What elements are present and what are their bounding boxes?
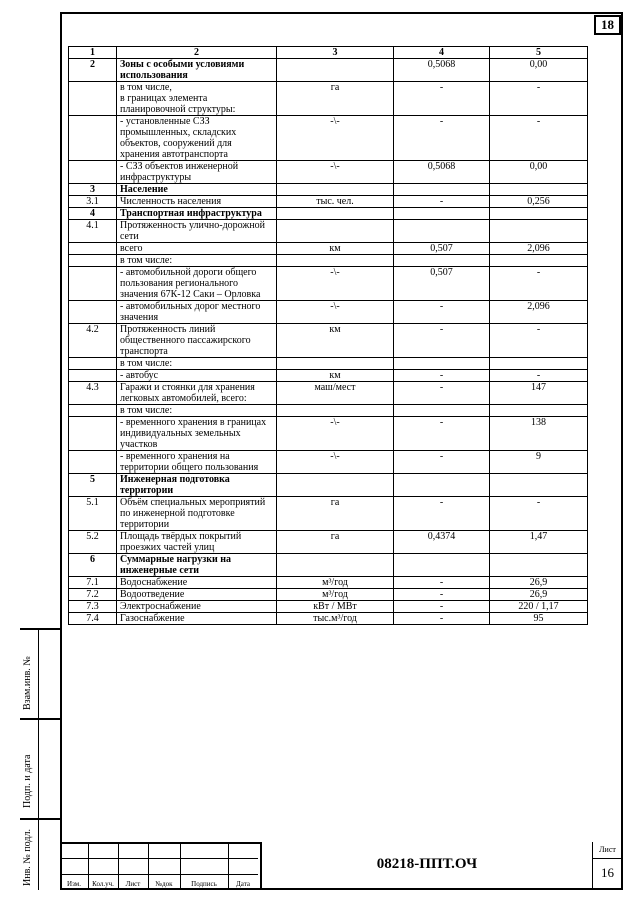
table-row [69, 577, 588, 589]
row-unit [277, 358, 394, 370]
row-name: в том числе: [117, 358, 277, 370]
row-value-existing [394, 554, 490, 577]
sheet-number: 16 [601, 865, 614, 880]
row-value-planned: 1,47 [490, 531, 588, 554]
header-cell: 2 [117, 47, 277, 59]
row-unit: га [277, 82, 394, 116]
table-row [69, 116, 588, 161]
row-unit [277, 184, 394, 196]
row-value-planned: - [490, 324, 588, 358]
side-label-original-inventory: Инв. № подл. [22, 829, 33, 886]
row-value-existing: - [394, 613, 490, 625]
row-value-existing: - [394, 370, 490, 382]
row-number [69, 417, 117, 451]
row-number [69, 405, 117, 417]
row-value-existing: - [394, 196, 490, 208]
row-unit [277, 474, 394, 497]
row-value-planned: 220 / 1,17 [490, 601, 588, 613]
row-number [69, 255, 117, 267]
row-unit: -\- [277, 451, 394, 474]
row-unit: -\- [277, 267, 394, 301]
row-number: 3 [69, 184, 117, 196]
side-stamp [20, 628, 60, 890]
row-value-existing [394, 255, 490, 267]
row-number [69, 451, 117, 474]
row-value-planned [490, 184, 588, 196]
row-value-planned: 95 [490, 613, 588, 625]
table-row [69, 451, 588, 474]
row-value-planned: - [490, 82, 588, 116]
row-unit: -\- [277, 417, 394, 451]
row-value-existing [394, 184, 490, 196]
row-value-existing: 0,4374 [394, 531, 490, 554]
table-row [69, 554, 588, 577]
row-value-planned: - [490, 116, 588, 161]
row-number [69, 243, 117, 255]
row-value-planned [490, 554, 588, 577]
table-row [69, 531, 588, 554]
table-row [69, 220, 588, 243]
stamp-label-doc: №док [155, 880, 173, 888]
row-unit: км [277, 370, 394, 382]
indicators-table [68, 46, 588, 625]
table-row [69, 370, 588, 382]
table-row [69, 59, 588, 82]
row-unit: тыс. чел. [277, 196, 394, 208]
row-value-existing: - [394, 589, 490, 601]
row-unit: -\- [277, 116, 394, 161]
row-value-existing: - [394, 116, 490, 161]
row-value-existing [394, 208, 490, 220]
row-value-planned: 2,096 [490, 243, 588, 255]
row-value-planned: 0,00 [490, 59, 588, 82]
row-name: Численность населения [117, 196, 277, 208]
table-row [69, 613, 588, 625]
row-number: 7.2 [69, 589, 117, 601]
row-unit: м³/год [277, 589, 394, 601]
row-value-existing: 0,5068 [394, 59, 490, 82]
header-cell: 4 [394, 47, 490, 59]
row-value-existing [394, 358, 490, 370]
row-unit: кВт / МВт [277, 601, 394, 613]
row-unit [277, 208, 394, 220]
row-unit: га [277, 497, 394, 531]
header-cell: 3 [277, 47, 394, 59]
stamp-label-sheet: Лист [125, 880, 141, 888]
title-block [60, 842, 623, 890]
row-number: 2 [69, 59, 117, 82]
row-name: в том числе, в границах элемента планировочной структуры: [117, 82, 277, 116]
table-row [69, 243, 588, 255]
table-header-row [69, 47, 588, 59]
stamp-label-change: Изм. [67, 880, 81, 888]
row-number: 3.1 [69, 196, 117, 208]
stamp-label-count: Кол.уч. [92, 880, 114, 888]
row-name: Электроснабжение [117, 601, 277, 613]
row-number [69, 267, 117, 301]
row-value-existing: - [394, 417, 490, 451]
row-number [69, 116, 117, 161]
row-value-existing: - [394, 382, 490, 405]
row-unit: км [277, 324, 394, 358]
row-value-planned: - [490, 370, 588, 382]
row-number: 5 [69, 474, 117, 497]
row-value-planned [490, 358, 588, 370]
row-value-planned: 0,00 [490, 161, 588, 184]
table-body [69, 59, 588, 625]
row-value-existing [394, 405, 490, 417]
row-name: - временного хранения на территории общего пользования [117, 451, 277, 474]
row-number: 7.1 [69, 577, 117, 589]
row-name: Гаражи и стоянки для хранения легковых автомобилей, всего: [117, 382, 277, 405]
row-unit [277, 554, 394, 577]
row-name: Объём специальных мероприятий по инженерной подготовке территории [117, 497, 277, 531]
stamp-label-signature: Подпись [191, 880, 217, 888]
row-name: Население [117, 184, 277, 196]
row-unit: м³/год [277, 577, 394, 589]
table-row [69, 324, 588, 358]
row-number [69, 82, 117, 116]
row-value-planned [490, 208, 588, 220]
row-name: всего [117, 243, 277, 255]
row-value-existing: - [394, 82, 490, 116]
row-name: Транспортная инфраструктура [117, 208, 277, 220]
row-name: - временного хранения в границах индивидуальных земельных участков [117, 417, 277, 451]
row-number: 7.3 [69, 601, 117, 613]
row-value-existing [394, 474, 490, 497]
row-unit [277, 255, 394, 267]
table-row [69, 82, 588, 116]
row-number [69, 358, 117, 370]
row-name: в том числе: [117, 405, 277, 417]
row-value-planned [490, 220, 588, 243]
sheet-cell [592, 842, 622, 890]
row-unit: -\- [277, 301, 394, 324]
row-unit [277, 220, 394, 243]
row-value-existing [394, 220, 490, 243]
row-name: Суммарные нагрузки на инженерные сети [117, 554, 277, 577]
document-code-cell [260, 842, 622, 890]
row-value-planned [490, 255, 588, 267]
row-value-existing: - [394, 497, 490, 531]
row-value-planned: 26,9 [490, 577, 588, 589]
row-number: 4.3 [69, 382, 117, 405]
row-value-planned: - [490, 497, 588, 531]
table-row [69, 417, 588, 451]
row-name: - автомобильных дорог местного значения [117, 301, 277, 324]
table-row [69, 161, 588, 184]
row-number: 4.1 [69, 220, 117, 243]
table-row [69, 474, 588, 497]
sheet-label: Лист [593, 842, 622, 859]
row-name: Газоснабжение [117, 613, 277, 625]
row-value-planned [490, 474, 588, 497]
row-name: Протяженность улично-дорожной сети [117, 220, 277, 243]
row-value-planned: 138 [490, 417, 588, 451]
row-number: 5.2 [69, 531, 117, 554]
table-row [69, 301, 588, 324]
row-number: 5.1 [69, 497, 117, 531]
table-row [69, 589, 588, 601]
row-number: 7.4 [69, 613, 117, 625]
row-number: 6 [69, 554, 117, 577]
row-number [69, 301, 117, 324]
row-name: Зоны с особыми условиями использования [117, 59, 277, 82]
row-value-existing: - [394, 451, 490, 474]
page-number-box: 18 [594, 15, 621, 35]
row-value-existing: 0,5068 [394, 161, 490, 184]
row-number [69, 161, 117, 184]
row-unit: тыс.м³/год [277, 613, 394, 625]
row-value-planned [490, 405, 588, 417]
table-row [69, 267, 588, 301]
row-value-existing: - [394, 577, 490, 589]
row-unit: -\- [277, 161, 394, 184]
row-value-existing: 0,507 [394, 243, 490, 255]
row-unit: км [277, 243, 394, 255]
row-name: Инженерная подготовка территории [117, 474, 277, 497]
table-row [69, 208, 588, 220]
table-row [69, 601, 588, 613]
row-value-planned: 147 [490, 382, 588, 405]
row-value-planned: 9 [490, 451, 588, 474]
table-row [69, 358, 588, 370]
row-name: - установленные СЗЗ промышленных, складских объектов, сооружений для хранения автотранспорта [117, 116, 277, 161]
row-name: в том числе: [117, 255, 277, 267]
row-number: 4.2 [69, 324, 117, 358]
row-unit [277, 405, 394, 417]
table-row [69, 405, 588, 417]
row-unit [277, 59, 394, 82]
header-cell: 1 [69, 47, 117, 59]
table-row [69, 184, 588, 196]
stamp-grid [60, 842, 258, 890]
row-value-existing: 0,507 [394, 267, 490, 301]
row-unit: га [277, 531, 394, 554]
row-value-planned: - [490, 267, 588, 301]
row-unit: маш/мест [277, 382, 394, 405]
table-row [69, 196, 588, 208]
row-name: Площадь твёрдых покрытий проезжих частей улиц [117, 531, 277, 554]
row-number [69, 370, 117, 382]
row-name: Водоотведение [117, 589, 277, 601]
table-row [69, 382, 588, 405]
document-code: 08218-ППТ.ОЧ [376, 856, 478, 872]
header-cell: 5 [490, 47, 588, 59]
row-value-planned: 2,096 [490, 301, 588, 324]
row-number: 4 [69, 208, 117, 220]
side-label-signature-date: Подп. и дата [22, 754, 33, 808]
row-name: Водоснабжение [117, 577, 277, 589]
table-row [69, 255, 588, 267]
table-row [69, 497, 588, 531]
row-name: Протяженность линий общественного пассажирского транспорта [117, 324, 277, 358]
row-value-planned: 26,9 [490, 589, 588, 601]
row-name: - автомобильной дороги общего пользования регионального значения 67К-12 Саки – Орловка [117, 267, 277, 301]
row-value-existing: - [394, 601, 490, 613]
row-value-existing: - [394, 301, 490, 324]
row-value-planned: 0,256 [490, 196, 588, 208]
stamp-label-date: Дата [236, 880, 250, 888]
row-value-existing: - [394, 324, 490, 358]
side-label-replacement: Взам.инв. № [22, 656, 33, 710]
row-name: - автобус [117, 370, 277, 382]
row-name: - СЗЗ объектов инженерной инфраструктуры [117, 161, 277, 184]
